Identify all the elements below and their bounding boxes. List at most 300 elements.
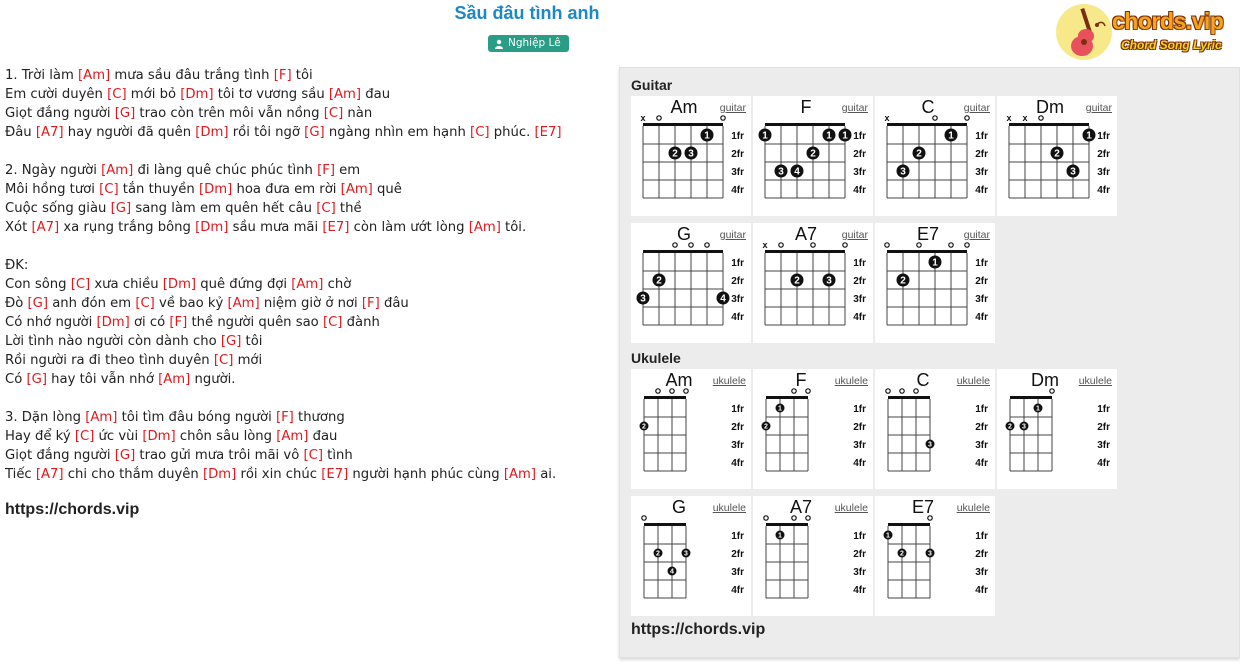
chord-link[interactable]: [G]: [220, 334, 242, 349]
fret-label: 4fr: [731, 458, 744, 469]
chord-link[interactable]: [C]: [323, 106, 344, 121]
lyric-line: [5, 313, 605, 332]
fret-label: 3fr: [853, 440, 866, 451]
instrument-link[interactable]: ukulele: [1078, 375, 1112, 387]
chord-link[interactable]: [Dm]: [198, 182, 233, 197]
nut: [765, 123, 845, 126]
ukulele-chord-card-e7[interactable]: [875, 496, 995, 616]
nut: [887, 123, 967, 126]
lyric-text: rồi tôi ngỡ: [228, 125, 305, 140]
lyric-text: sầu mưa mãi: [228, 220, 323, 235]
chord-link[interactable]: [C]: [107, 87, 127, 102]
lyric-text: ĐK:: [5, 258, 29, 273]
finger-number: 4: [720, 293, 726, 305]
lyric-text: tôi tìm đâu bóng người: [117, 410, 276, 425]
fret-label: 1fr: [975, 258, 988, 269]
lyric-text: ơi có: [129, 315, 170, 330]
ukulele-chord-card-dm[interactable]: [997, 369, 1117, 489]
finger-number: 3: [684, 550, 688, 558]
lyric-line: [5, 446, 605, 465]
chord-link[interactable]: [A7]: [31, 220, 60, 235]
chord-link[interactable]: [Am]: [468, 220, 501, 235]
finger-number: 3: [826, 275, 832, 287]
fret-label: 2fr: [975, 276, 988, 287]
instrument-link[interactable]: guitar: [1085, 102, 1112, 114]
finger-number: 4: [794, 166, 800, 178]
logo-brand: chords.vip: [1112, 8, 1224, 34]
lyric-text: Lời tình nào người còn dành cho: [5, 334, 221, 349]
lyric-line: [5, 161, 605, 180]
chord-link[interactable]: [Dm]: [195, 125, 229, 140]
chord-name: F: [795, 370, 807, 390]
fret-label: 1fr: [731, 531, 744, 542]
fret-label: 2fr: [975, 149, 988, 160]
finger-number: 2: [810, 148, 816, 160]
lyric-line: [5, 351, 605, 370]
author-name: Nghiệp Lê: [508, 37, 561, 49]
finger-number: 2: [764, 423, 768, 431]
muted-string-marker: x: [1006, 113, 1012, 123]
chord-name: Am: [670, 97, 698, 117]
lyric-line: [5, 370, 605, 389]
instrument-link[interactable]: ukulele: [712, 502, 746, 514]
lyric-text: mới: [233, 353, 263, 368]
finger-number: 1: [1086, 130, 1092, 142]
chord-name: C: [916, 370, 930, 390]
lyric-text: đau: [308, 429, 338, 444]
nut: [766, 523, 808, 526]
fret-label: 4fr: [853, 585, 866, 596]
chord-link[interactable]: [E7]: [322, 220, 350, 235]
guitar-chord-card-g[interactable]: [631, 223, 751, 343]
chord-link[interactable]: [Am]: [158, 372, 191, 387]
chord-link[interactable]: [F]: [169, 315, 188, 330]
chord-link[interactable]: [E7]: [321, 467, 349, 482]
nut: [643, 123, 723, 126]
fret-label: 2fr: [853, 149, 866, 160]
lyric-text: người hạnh phúc cùng: [348, 467, 504, 482]
lyric-text: quê đứng đợi: [196, 277, 292, 292]
fret-label: 2fr: [731, 149, 744, 160]
chord-link[interactable]: [Am]: [85, 410, 118, 425]
fret-label: 1fr: [975, 531, 988, 542]
ukulele-heading: Ukulele: [631, 350, 681, 366]
finger-number: 3: [778, 166, 784, 178]
chord-link[interactable]: [E7]: [534, 125, 562, 140]
lyric-text: Cuộc sống giàu: [5, 201, 111, 216]
finger-number: 2: [656, 550, 660, 558]
lyric-text: mưa sầu đâu trắng tình: [110, 68, 274, 83]
chord-name: G: [671, 497, 686, 517]
lyric-line: [5, 427, 605, 446]
lyric-text: tôi.: [500, 220, 527, 235]
lyric-text: chi cho thắm duyên: [63, 467, 203, 482]
lyric-line: [5, 142, 605, 161]
fret-label: 1fr: [853, 404, 866, 415]
finger-number: 1: [778, 532, 782, 540]
chord-link[interactable]: [G]: [114, 448, 136, 463]
chord-link[interactable]: [C]: [303, 448, 323, 463]
fret-label: 3fr: [731, 294, 744, 305]
ukulele-chord-card-c[interactable]: [875, 369, 995, 489]
finger-number: 1: [762, 130, 768, 142]
nut: [888, 396, 930, 399]
lyric-text: thề: [335, 201, 362, 216]
fret-label: 2fr: [853, 422, 866, 433]
lyric-text: đi làng quê chúc phúc tình: [133, 163, 318, 178]
chord-diagram-panel: [619, 67, 1240, 658]
instrument-link[interactable]: guitar: [841, 229, 868, 241]
lyric-text: đau: [361, 87, 391, 102]
chord-link[interactable]: [G]: [110, 201, 132, 216]
fret-label: 4fr: [731, 185, 744, 196]
lyric-text: 1. Trời làm: [5, 68, 79, 83]
chord-name: E7: [916, 224, 940, 244]
lyric-text: Xót: [5, 220, 32, 235]
chord-name: G: [676, 224, 691, 244]
lyric-text: đâu: [379, 296, 409, 311]
lyric-text: ức vùi: [94, 429, 143, 444]
finger-number: 2: [900, 275, 906, 287]
lyric-text: rồi xin chúc: [236, 467, 322, 482]
lyric-text: Có: [5, 372, 27, 387]
lyric-text: hay người đã quên: [63, 125, 196, 140]
logo-tagline: Chord Song Lyric: [1121, 38, 1222, 52]
lyric-line: [5, 123, 605, 142]
finger-number: 2: [1054, 148, 1060, 160]
lyric-text: về bao kỷ: [154, 296, 228, 311]
guitar-logo-icon: [1062, 6, 1110, 60]
fret-label: 1fr: [853, 131, 866, 142]
chord-link[interactable]: [Am]: [291, 277, 324, 292]
lyric-text: Em cười duyên: [5, 87, 108, 102]
fret-label: 1fr: [731, 258, 744, 269]
lyric-text: em: [334, 163, 361, 178]
lyric-text: xưa chiều: [90, 277, 163, 292]
fret-label: 1fr: [1097, 404, 1110, 415]
lyric-line: [5, 85, 605, 104]
fret-label: 2fr: [853, 276, 866, 287]
lyric-text: Giọt đắng người: [5, 448, 115, 463]
fret-label: 4fr: [853, 185, 866, 196]
nut: [1010, 396, 1052, 399]
lyric-text: Có nhớ người: [5, 315, 97, 330]
lyric-text: trao gửi mưa trôi mãi vô: [135, 448, 304, 463]
chord-link[interactable]: [C]: [135, 296, 155, 311]
fret-label: 3fr: [853, 294, 866, 305]
fret-label: 1fr: [975, 404, 988, 415]
chord-link[interactable]: [F]: [273, 68, 292, 83]
nut: [644, 396, 686, 399]
finger-number: 2: [672, 148, 678, 160]
chord-link[interactable]: [F]: [361, 296, 380, 311]
lyric-line: [5, 66, 605, 85]
chord-link[interactable]: [A7]: [35, 125, 64, 140]
fret-label: 1fr: [731, 131, 744, 142]
fret-label: 2fr: [731, 549, 744, 560]
guitar-chord-card-am[interactable]: [631, 96, 751, 216]
finger-number: 4: [670, 568, 674, 576]
user-icon: [494, 39, 504, 49]
guitar-chord-card-a7[interactable]: [753, 223, 873, 343]
finger-number: 1: [842, 130, 848, 142]
fret-label: 3fr: [731, 567, 744, 578]
chord-link[interactable]: [Am]: [340, 182, 373, 197]
fret-label: 3fr: [975, 567, 988, 578]
chord-link[interactable]: [Dm]: [180, 87, 214, 102]
fret-label: 3fr: [1097, 440, 1110, 451]
chord-link[interactable]: [C]: [70, 277, 91, 292]
lyric-text: Đò: [5, 296, 28, 311]
finger-number: 3: [928, 550, 932, 558]
nut: [1009, 123, 1089, 126]
fret-label: 4fr: [975, 585, 988, 596]
fret-label: 4fr: [853, 312, 866, 323]
fret-label: 3fr: [853, 167, 866, 178]
fret-label: 4fr: [975, 312, 988, 323]
fret-label: 2fr: [975, 422, 988, 433]
lyric-line: [5, 294, 605, 313]
guitar-chord-card-e7[interactable]: [875, 223, 995, 343]
lyric-text: nàn: [343, 106, 373, 121]
lyric-line: [5, 218, 605, 237]
instrument-link[interactable]: guitar: [719, 229, 746, 241]
ukulele-chord-card-f[interactable]: [753, 369, 873, 489]
guitar-chord-card-f[interactable]: [753, 96, 873, 216]
finger-number: 1: [886, 532, 890, 540]
finger-number: 1: [932, 257, 938, 269]
lyric-text: Con sông: [5, 277, 71, 292]
finger-number: 2: [794, 275, 800, 287]
fret-label: 1fr: [975, 131, 988, 142]
finger-number: 3: [688, 148, 694, 160]
nut: [643, 250, 723, 253]
lyric-text: tôi tơ vương sầu: [213, 87, 329, 102]
fret-label: 3fr: [731, 167, 744, 178]
lyric-text: mới bỏ: [126, 87, 181, 102]
lyric-text: 2. Ngày người: [5, 163, 102, 178]
fret-label: 2fr: [1097, 149, 1110, 160]
fret-label: 4fr: [731, 312, 744, 323]
lyric-line: [5, 332, 605, 351]
fret-label: 3fr: [975, 440, 988, 451]
finger-number: 2: [1008, 423, 1012, 431]
lyric-text: Giọt đắng người: [5, 106, 115, 121]
chord-link[interactable]: [G]: [26, 372, 47, 387]
finger-number: 1: [826, 130, 832, 142]
lyric-line: [5, 389, 605, 408]
fret-label: 1fr: [853, 531, 866, 542]
nut: [766, 396, 808, 399]
chord-link[interactable]: [Am]: [227, 296, 260, 311]
guitar-chord-card-c[interactable]: [875, 96, 995, 216]
chord-link[interactable]: [C]: [470, 125, 490, 140]
lyric-text: Rồi người ra đi theo tình duyên: [5, 353, 214, 368]
chord-link[interactable]: [Am]: [328, 87, 362, 102]
muted-string-marker: x: [762, 240, 768, 250]
chord-link[interactable]: [F]: [317, 163, 335, 178]
finger-number: 2: [900, 550, 904, 558]
instrument-link[interactable]: guitar: [963, 102, 990, 114]
nut: [765, 250, 845, 253]
lyric-line: [5, 275, 605, 294]
fret-label: 3fr: [731, 440, 744, 451]
fret-label: 1fr: [853, 258, 866, 269]
site-url[interactable]: https://chords.vip: [5, 501, 140, 518]
lyric-text: chờ: [323, 277, 352, 292]
chord-link[interactable]: [C]: [213, 353, 234, 368]
lyric-text: Hay để ký: [5, 429, 75, 444]
lyric-text: hay tôi vẫn nhớ: [46, 372, 159, 387]
lyric-text: thề người quên sao: [187, 315, 323, 330]
chord-name: A7: [789, 497, 813, 517]
instrument-link[interactable]: ukulele: [956, 375, 990, 387]
chord-name: C: [921, 97, 935, 117]
muted-string-marker: x: [640, 113, 646, 123]
finger-number: 1: [778, 405, 782, 413]
lyric-text: Tiếc: [5, 467, 36, 482]
fret-label: 3fr: [853, 567, 866, 578]
lyric-text: chôn sâu lòng: [175, 429, 277, 444]
author-badge[interactable]: [488, 35, 569, 52]
chord-link[interactable]: [A7]: [35, 467, 64, 482]
fret-label: 2fr: [975, 549, 988, 560]
chord-link[interactable]: [Am]: [78, 68, 111, 83]
chord-link[interactable]: [C]: [74, 429, 95, 444]
ukulele-chord-card-a7[interactable]: [753, 496, 873, 616]
finger-number: 3: [1070, 166, 1076, 178]
lyric-line: [5, 199, 605, 218]
muted-string-marker: x: [1022, 113, 1028, 123]
chord-link[interactable]: [C]: [316, 201, 336, 216]
lyric-text: Đâu: [5, 125, 36, 140]
lyric-text: 3. Dặn lòng: [5, 410, 86, 425]
finger-number: 1: [1036, 405, 1040, 413]
lyric-line: [5, 465, 605, 484]
muted-string-marker: x: [884, 113, 890, 123]
fret-label: 4fr: [975, 185, 988, 196]
instrument-link[interactable]: guitar: [963, 229, 990, 241]
chord-name: E7: [911, 497, 935, 517]
chord-link[interactable]: [Dm]: [142, 429, 176, 444]
nut: [644, 523, 686, 526]
instrument-link[interactable]: ukulele: [956, 502, 990, 514]
ukulele-chord-card-g[interactable]: [631, 496, 751, 616]
lyric-text: tôi: [241, 334, 263, 349]
lyric-text: trao còn trên môi vẫn nồng: [135, 106, 324, 121]
guitar-chord-card-dm[interactable]: [997, 96, 1117, 216]
fret-label: 4fr: [731, 585, 744, 596]
chord-name: Dm: [1036, 97, 1064, 117]
lyric-text: sang làm em quên hết câu: [131, 201, 317, 216]
fret-label: 3fr: [975, 167, 988, 178]
instrument-link[interactable]: ukulele: [834, 502, 868, 514]
lyric-text: hoa đưa em rời: [232, 182, 341, 197]
finger-number: 2: [656, 275, 662, 287]
fret-label: 2fr: [1097, 422, 1110, 433]
chord-link[interactable]: [F]: [275, 410, 294, 425]
fret-label: 3fr: [1097, 167, 1110, 178]
lyric-line: [5, 180, 605, 199]
finger-number: 3: [900, 166, 906, 178]
lyric-text: tình: [322, 448, 353, 463]
chord-name: A7: [794, 224, 818, 244]
lyric-text: anh đón em: [48, 296, 136, 311]
lyric-line: [5, 256, 605, 275]
instrument-link[interactable]: ukulele: [834, 375, 868, 387]
nut: [888, 523, 930, 526]
finger-number: 3: [640, 293, 646, 305]
panel-site-url[interactable]: https://chords.vip: [631, 621, 766, 638]
chord-link[interactable]: [Am]: [276, 429, 309, 444]
chord-link[interactable]: [Am]: [101, 163, 134, 178]
chord-name: Am: [665, 370, 693, 390]
lyric-text: người.: [190, 372, 236, 387]
fret-label: 4fr: [1097, 458, 1110, 469]
chord-link[interactable]: [Dm]: [195, 220, 229, 235]
fret-label: 3fr: [975, 294, 988, 305]
lyric-text: đành: [342, 315, 380, 330]
chord-link[interactable]: [G]: [304, 125, 325, 140]
fret-label: 1fr: [1097, 131, 1110, 142]
chord-link[interactable]: [Dm]: [162, 277, 197, 292]
ukulele-chord-card-am[interactable]: [631, 369, 751, 489]
finger-number: 2: [642, 423, 646, 431]
site-logo[interactable]: [1054, 2, 1240, 62]
chord-link[interactable]: [G]: [114, 106, 136, 121]
lyric-text: còn làm ướt lòng: [349, 220, 469, 235]
lyric-line: [5, 408, 605, 427]
chord-link[interactable]: [C]: [99, 182, 119, 197]
lyric-line: [5, 237, 605, 256]
fret-label: 4fr: [975, 458, 988, 469]
song-title: Sầu đâu tình anh: [454, 3, 600, 23]
finger-number: 3: [1022, 423, 1026, 431]
fret-label: 1fr: [731, 404, 744, 415]
lyric-text: thương: [293, 410, 345, 425]
finger-number: 1: [704, 130, 710, 142]
lyric-text: ngàng nhìn em hạnh: [324, 125, 471, 140]
lyric-text: tắn thuyền: [118, 182, 199, 197]
chord-link[interactable]: [G]: [27, 296, 48, 311]
chord-name: F: [800, 97, 812, 117]
chord-link[interactable]: [Dm]: [202, 467, 237, 482]
fret-label: 2fr: [731, 422, 744, 433]
lyrics-block: [5, 66, 605, 484]
lyric-text: phúc.: [489, 125, 535, 140]
nut: [887, 250, 967, 253]
lyric-text: ai.: [536, 467, 557, 482]
fret-label: 4fr: [853, 458, 866, 469]
finger-number: 3: [928, 441, 932, 449]
fret-label: 2fr: [731, 276, 744, 287]
lyric-line: [5, 104, 605, 123]
lyric-text: xa rụng trắng bông: [59, 220, 196, 235]
finger-number: 1: [948, 130, 954, 142]
lyric-text: tôi: [291, 68, 313, 83]
chord-link[interactable]: [Dm]: [96, 315, 130, 330]
fret-label: 2fr: [853, 549, 866, 560]
lyric-text: quê: [372, 182, 402, 197]
chord-link[interactable]: [C]: [322, 315, 343, 330]
instrument-link[interactable]: ukulele: [712, 375, 746, 387]
lyric-text: Môi hồng tươi: [5, 182, 100, 197]
instrument-link[interactable]: guitar: [841, 102, 868, 114]
chord-name: Dm: [1031, 370, 1059, 390]
chord-link[interactable]: [Am]: [503, 467, 537, 482]
instrument-link[interactable]: guitar: [719, 102, 746, 114]
guitar-heading: Guitar: [631, 77, 673, 93]
